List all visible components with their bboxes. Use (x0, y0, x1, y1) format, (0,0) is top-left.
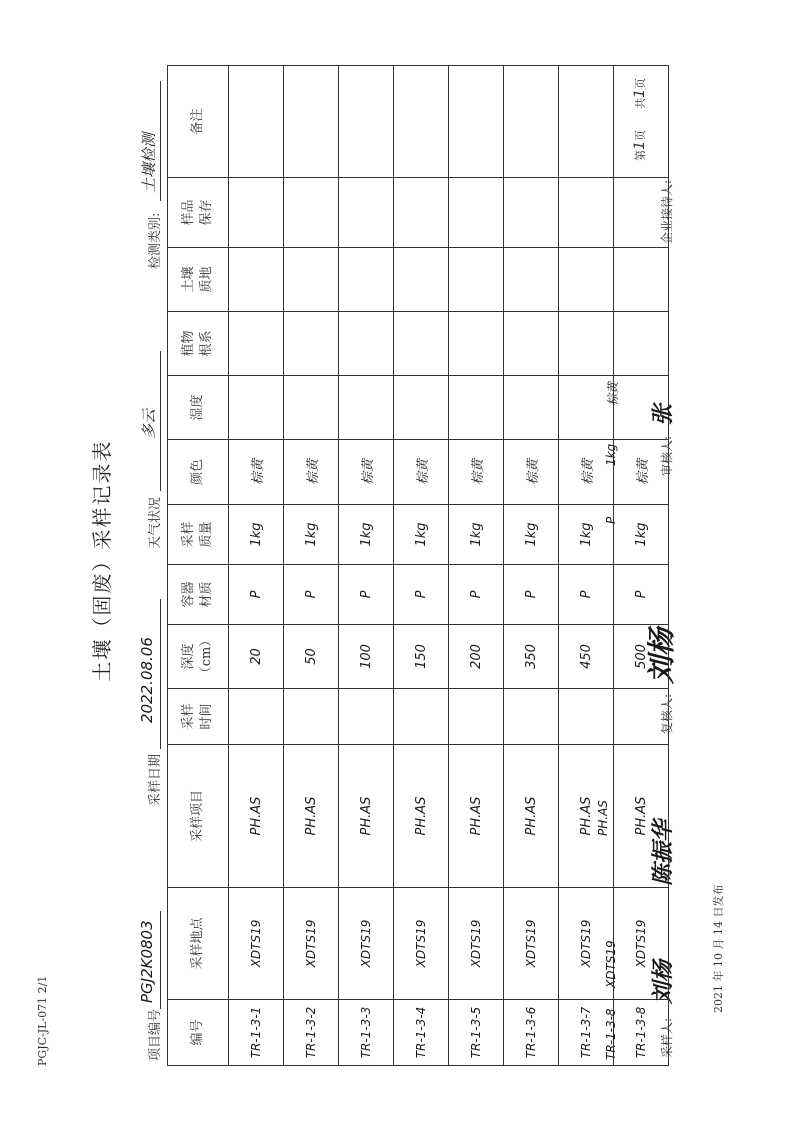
project-no-underline (160, 911, 161, 1009)
total-unit: 页 (634, 78, 647, 89)
cell-site: XDTS19 (559, 888, 614, 1000)
cell-texture (284, 248, 339, 312)
col-header-depth: 深度 （cm） (168, 625, 229, 689)
col-header-roots: 植物 根系 (168, 312, 229, 376)
cell-mass: 1kg (449, 505, 504, 565)
cell-storage (339, 178, 394, 248)
cell-container: P (559, 565, 614, 625)
cell-container: P (229, 565, 284, 625)
cell-site: XDTS19 (339, 888, 394, 1000)
cell-remarks (394, 66, 449, 178)
cell-remarks (449, 66, 504, 178)
col-header-remarks: 备注 (168, 66, 229, 178)
cell-storage (284, 178, 339, 248)
detect-type-label: 检测类别: (148, 212, 163, 269)
cell-humidity (449, 376, 504, 440)
table-row (504, 66, 559, 1066)
cell-roots (339, 312, 394, 376)
cell-roots (284, 312, 339, 376)
cell-mass: 1kg (284, 505, 339, 565)
receiver-label: 企业接待人: (660, 179, 674, 244)
cell-color: 棕黄 (559, 440, 614, 505)
cell-depth: 100 (339, 625, 394, 689)
cell-container: P (284, 565, 339, 625)
page-title: 土壤（固废）采样记录表 (90, 439, 114, 682)
cell-remarks (339, 66, 394, 178)
extra-site: XDTS19 (604, 940, 618, 988)
cell-humidity (504, 376, 559, 440)
cell-texture (449, 248, 504, 312)
cell-items: PH.AS (394, 745, 449, 888)
cell-humidity (284, 376, 339, 440)
cell-time (284, 689, 339, 745)
weather-label: 天气状况 (148, 496, 163, 549)
cell-time (504, 689, 559, 745)
extra-container: P (604, 516, 618, 524)
cell-humidity (394, 376, 449, 440)
cell-items: PH.AS (559, 745, 614, 888)
cell-depth: 350 (504, 625, 559, 689)
extra-row-notes (596, 66, 630, 1066)
cell-mass: 1kg (394, 505, 449, 565)
cell-items: PH.AS (229, 745, 284, 888)
sampler-signature: 刘杨 (650, 959, 676, 1004)
cell-site: XDTS19 (504, 888, 559, 1000)
page-unit: 页 (634, 129, 647, 141)
cell-texture (394, 248, 449, 312)
col-header-color: 颜色 (168, 440, 229, 505)
cell-items: PH.AS (614, 745, 669, 888)
cell-color: 棕黄 (339, 440, 394, 505)
cell-container: P (614, 565, 669, 625)
col-header-site: 采样地点 (168, 888, 229, 1000)
sampler-label: 采样人: (660, 1017, 674, 1058)
cell-storage (504, 178, 559, 248)
cell-depth: 450 (559, 625, 614, 689)
cell-time (449, 689, 504, 745)
cell-roots (449, 312, 504, 376)
extra-mass: 1kg (604, 443, 618, 466)
cell-mass: 1kg (229, 505, 284, 565)
col-header-humidity: 湿度 (168, 376, 229, 440)
project-no-value: PGJ2K0803 (138, 920, 156, 1003)
cell-color: 棕黄 (449, 440, 504, 505)
extra-color: 棕黄 (606, 381, 620, 406)
cell-id: TR-1-3-8 (614, 1000, 669, 1066)
cell-container: P (449, 565, 504, 625)
auditor-signature: 张 (650, 403, 676, 426)
cell-id: TR-1-3-3 (339, 1000, 394, 1066)
cell-depth: 200 (449, 625, 504, 689)
cell-id: TR-1-3-2 (284, 1000, 339, 1066)
reviewer-label: 复核人: (660, 693, 674, 734)
table-row (339, 66, 394, 1066)
extra-items: PH.AS (596, 800, 610, 836)
cell-time (229, 689, 284, 745)
cell-site: XDTS19 (229, 888, 284, 1000)
cell-mass: 1kg (339, 505, 394, 565)
reviewer-signature: 刘杨 (645, 627, 678, 684)
cell-remarks (229, 66, 284, 178)
cell-storage (449, 178, 504, 248)
cell-roots (394, 312, 449, 376)
col-header-texture: 土壤 质地 (168, 248, 229, 312)
col-header-time: 采样 时间 (168, 689, 229, 745)
cell-storage (394, 178, 449, 248)
cell-roots (229, 312, 284, 376)
cell-id: TR-1-3-6 (504, 1000, 559, 1066)
table-row (394, 66, 449, 1066)
page-prefix: 第 (634, 149, 647, 161)
col-header-items: 采样项目 (168, 745, 229, 888)
cell-items: PH.AS (504, 745, 559, 888)
cell-items: PH.AS (449, 745, 504, 888)
cell-time (339, 689, 394, 745)
cell-mass: 1kg (504, 505, 559, 565)
cell-color: 棕黄 (614, 440, 669, 505)
table-header-row (168, 66, 229, 1066)
cell-items: PH.AS (284, 745, 339, 888)
cell-color: 棕黄 (394, 440, 449, 505)
sampling-record-table (167, 65, 669, 1066)
cell-container: P (504, 565, 559, 625)
col-header-id: 编号 (168, 1000, 229, 1066)
cell-id: TR-1-3-7 (559, 1000, 614, 1066)
cell-color: 棕黄 (284, 440, 339, 505)
cell-mass: 1kg (614, 505, 669, 565)
cell-site: XDTS19 (449, 888, 504, 1000)
cell-id: TR-1-3-1 (229, 1000, 284, 1066)
cell-color: 棕黄 (229, 440, 284, 505)
cell-color: 棕黄 (504, 440, 559, 505)
cell-storage (229, 178, 284, 248)
cell-humidity (339, 376, 394, 440)
total-pages: 1 (632, 89, 648, 98)
weather-value: 多云 (140, 408, 158, 439)
sampling-date-value: 2022.08.06 (138, 637, 156, 723)
detect-type-value: 土壤检测 (140, 132, 158, 193)
page-number: 1 (632, 140, 648, 150)
total-prefix: 共 (634, 97, 647, 109)
detect-type-underline (160, 81, 161, 201)
cell-items: PH.AS (339, 745, 394, 888)
signature-footer (628, 56, 688, 1066)
extra-id: TR-1-3-8 (604, 1008, 618, 1060)
publish-date: 2021 年 10 月 14 日发布 (712, 884, 725, 1013)
cell-mass: 1kg (559, 505, 614, 565)
cell-texture (229, 248, 284, 312)
cell-depth: 20 (229, 625, 284, 689)
cell-texture (504, 248, 559, 312)
meta-line (138, 61, 164, 1061)
col-header-mass: 采样 质量 (168, 505, 229, 565)
col-header-storage: 样品 保存 (168, 178, 229, 248)
cell-site: XDTS19 (614, 888, 669, 1000)
table-row (229, 66, 284, 1066)
table-row (449, 66, 504, 1066)
sampler-signature-2: 陈振华 (650, 819, 676, 886)
cell-site: XDTS19 (394, 888, 449, 1000)
cell-texture (339, 248, 394, 312)
cell-depth: 50 (284, 625, 339, 689)
cell-humidity (229, 376, 284, 440)
cell-container: P (394, 565, 449, 625)
cell-time (394, 689, 449, 745)
cell-site: XDTS19 (284, 888, 339, 1000)
cell-depth: 500 (614, 625, 669, 689)
table-row (284, 66, 339, 1066)
cell-id: TR-1-3-5 (449, 1000, 504, 1066)
cell-container: P (339, 565, 394, 625)
cell-remarks (504, 66, 559, 178)
cell-depth: 150 (394, 625, 449, 689)
form-code: PGJC-JL-071 2/1 (36, 975, 49, 1066)
auditor-label: 审核人: (660, 435, 674, 476)
col-header-container: 容器 材质 (168, 565, 229, 625)
sampling-date-label: 采样日期 (148, 753, 163, 806)
cell-remarks (284, 66, 339, 178)
project-no-label: 项目编号 (148, 1008, 163, 1061)
weather-underline (160, 351, 161, 491)
sampling-date-underline (160, 599, 161, 749)
cell-roots (504, 312, 559, 376)
cell-id: TR-1-3-4 (394, 1000, 449, 1066)
